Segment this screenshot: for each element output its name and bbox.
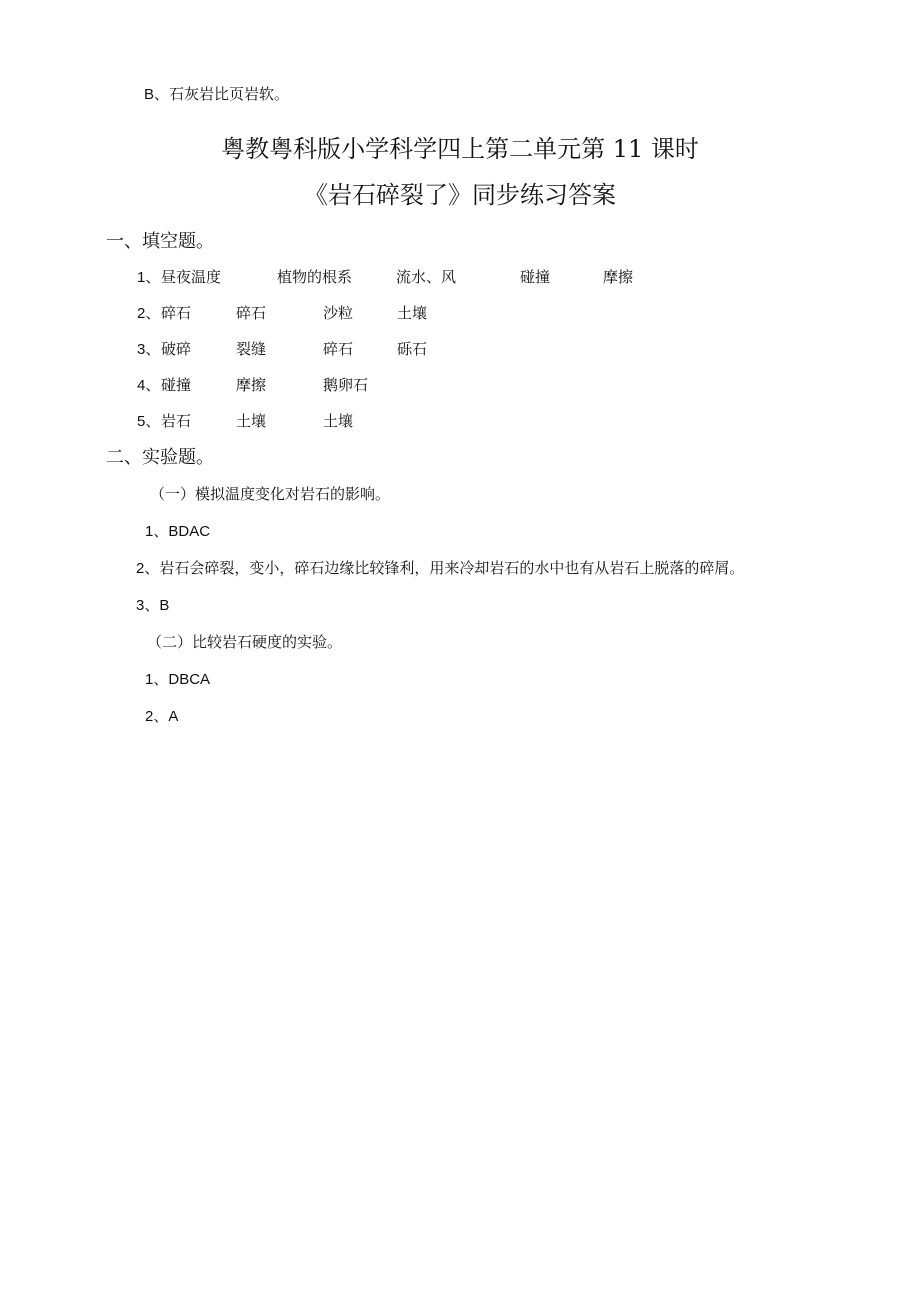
experiment-answer: 2、A — [145, 707, 179, 725]
experiment-answer: 1、DBCA — [145, 670, 211, 688]
option-label: B — [144, 86, 155, 103]
answer-cell: 土壤 — [323, 412, 354, 430]
document-title: 粤教粤科版小学科学四上第二单元第 11 课时 — [221, 135, 699, 163]
answer-cell: 岩石 — [161, 412, 192, 430]
section-heading-fill-blank: 一、填空题。 — [106, 231, 214, 252]
answer-cell: 碎石 — [236, 304, 267, 322]
answer-cell: 破碎 — [161, 340, 192, 358]
answer-cell: 裂缝 — [236, 340, 267, 358]
answer-cell: 碰撞 — [161, 376, 192, 394]
experiment-part-title: （一）模拟温度变化对岩石的影响。 — [150, 485, 391, 503]
carry-over-line — [144, 84, 289, 105]
answer-row-number: 1、 — [137, 268, 161, 286]
section-heading-experiment: 二、实验题。 — [106, 447, 214, 468]
answer-cell: 碎石 — [161, 304, 192, 322]
answer-cell: 土壤 — [397, 304, 428, 322]
option-text: 、石灰岩比页岩软。 — [154, 85, 290, 103]
answer-cell: 砾石 — [397, 340, 428, 358]
answer-cell: 土壤 — [236, 412, 267, 430]
answer-cell: 流水、风 — [396, 268, 457, 286]
answer-row-number: 3、 — [137, 340, 161, 358]
experiment-answer: 2、岩石会碎裂，变小，碎石边缘比较锋利，用来冷却岩石的水中也有从岩石上脱落的碎屑。 — [136, 559, 745, 577]
experiment-answer: 1、BDAC — [145, 522, 211, 540]
answer-cell: 植物的根系 — [277, 268, 353, 286]
answer-cell: 沙粒 — [323, 304, 354, 322]
answer-row-number: 4、 — [137, 376, 161, 394]
document-subtitle: 《岩石碎裂了》同步练习答案 — [304, 181, 616, 209]
answer-row-number: 5、 — [137, 412, 161, 430]
answer-cell: 鹅卵石 — [323, 376, 369, 394]
answer-cell: 摩擦 — [236, 376, 267, 394]
experiment-part-title: （二）比较岩石硬度的实验。 — [147, 633, 343, 651]
answer-cell: 摩擦 — [603, 268, 634, 286]
answer-cell: 碰撞 — [520, 268, 551, 286]
answer-cell: 昼夜温度 — [161, 268, 222, 286]
experiment-answer: 3、B — [136, 596, 170, 614]
answer-row-number: 2、 — [137, 304, 161, 322]
answer-cell: 碎石 — [323, 340, 354, 358]
